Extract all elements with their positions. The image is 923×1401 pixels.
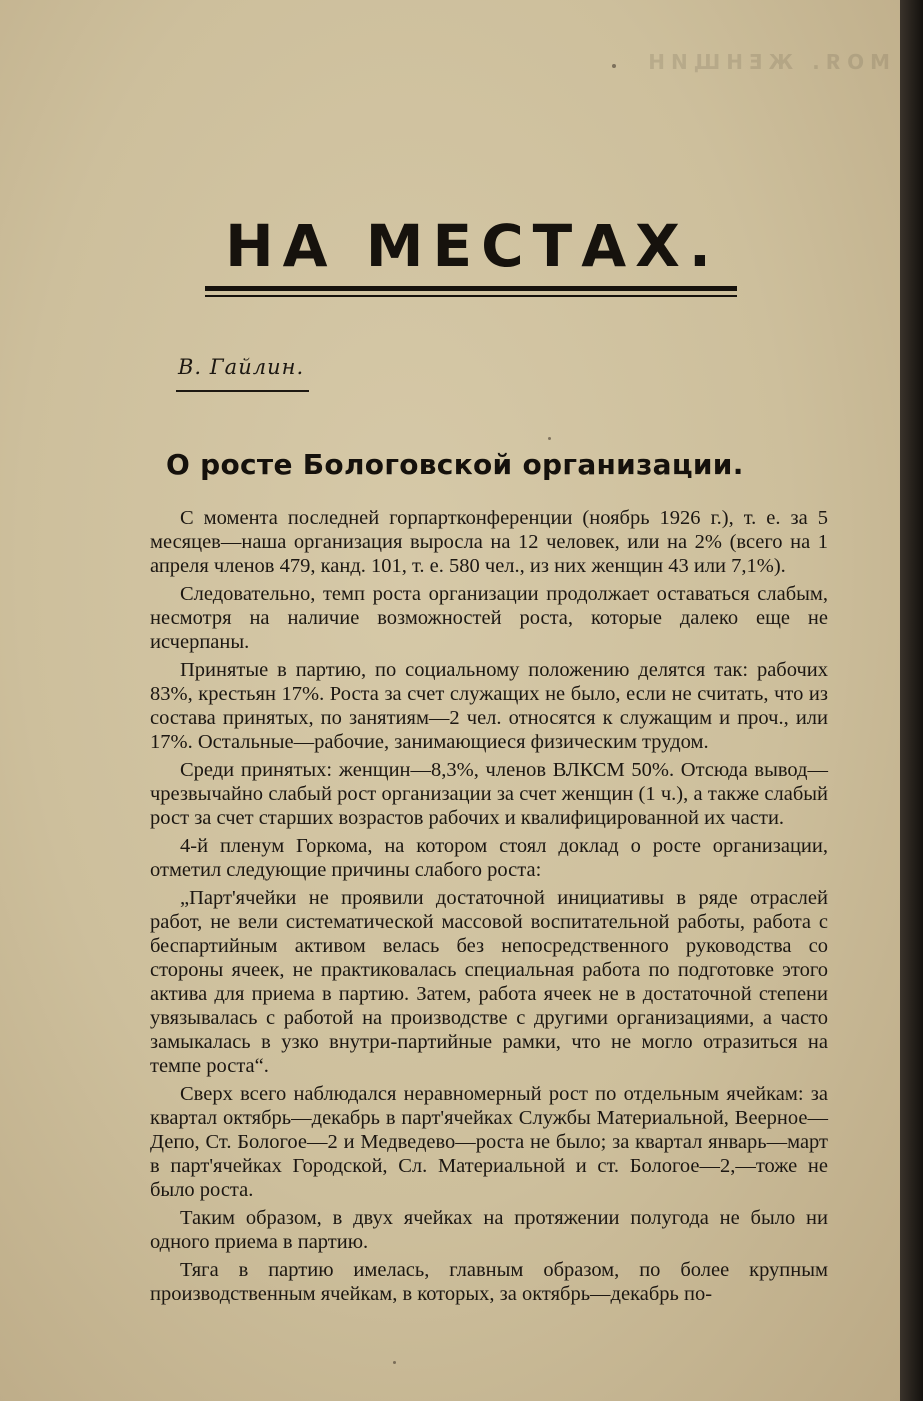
paper-speck xyxy=(612,64,616,68)
page-edge xyxy=(900,0,923,1401)
title-rule-thick xyxy=(205,286,737,291)
author-name: В. Гайлин. xyxy=(178,355,305,379)
paragraph: Таким образом, в двух ячейках на протяжении полугода не было ни одного приема в партию. xyxy=(150,1207,828,1253)
section-title: НА МЕСТАХ. xyxy=(225,212,720,280)
paragraph: 4-й пленум Горкома, на котором стоял доклад о росте организации, отметил следующие причины слабого роста: xyxy=(150,835,828,881)
title-rule-thin xyxy=(205,295,737,297)
paragraph: Принятые в партию, по социальному положению делятся так: рабочих 83%, крестьян 17%. Роста за счет служащих не было, если не считать, что из состава принятых, по занятиям—2 чел. относятся к служащим и проч., или 17%. Остальные—рабочие, занимающиеся физическим трудом. xyxy=(150,659,828,753)
paragraph: Тяга в партию имелась, главным образом, по более крупным производственным ячейкам, в которых, за октябрь—декабрь по- xyxy=(150,1259,828,1305)
paragraph: Сверх всего наблюдался неравномерный рост по отдельным ячейкам: за квартал октябрь—декабрь в парт'ячейках Службы Материальной, Веерное—Депо, Ст. Бологое—2 и Медведево—роста не было; за квартал январь—март в парт'ячейках Городской, Сл. Материальной и ст. Бологое—2,—тоже не было роста. xyxy=(150,1083,828,1201)
paragraph: „Парт'ячейки не проявили достаточной инициативы в ряде отраслей работ, не вели систематической массовой воспитательной работы, работа с беспартийным активом велась без непосредственного руководства со стороны ячеек, не практиковалась специальная работа по подготовке этого актива для приема в партию. Затем, работа ячеек не в достаточной степени увязывалась с работой на производстве с другими организациями, а часто замыкалась в узко внутри-партийные рамки, что не могло отразиться на темпе роста“. xyxy=(150,887,828,1077)
bleed-through-header: МОЯ. ЖЕНЩИН xyxy=(642,50,890,74)
paper-speck xyxy=(393,1361,396,1364)
article-body xyxy=(150,506,828,1310)
paragraph: Среди принятых: женщин—8,3%, членов ВЛКСМ 50%. Отсюда вывод—чрезвычайно слабый рост организации за счет женщин (1 ч.), а также слабый рост за счет старших возрастов рабочих и квалифицированной их части. xyxy=(150,759,828,829)
author-underline xyxy=(176,390,309,392)
paper-speck xyxy=(548,437,551,440)
article-title: О росте Бологовской организации. xyxy=(166,448,744,481)
paragraph: С момента последней горпартконференции (ноябрь 1926 г.), т. е. за 5 месяцев—наша организация выросла на 12 человек, или на 2% (всего на 1 апреля членов 479, канд. 101, т. е. 580 чел., из них женщин 43 или 7,1%). xyxy=(150,507,828,577)
paragraph: Следовательно, темп роста организации продолжает оставаться слабым, несмотря на наличие возможностей роста, которые далеко еще не исчерпаны. xyxy=(150,583,828,653)
